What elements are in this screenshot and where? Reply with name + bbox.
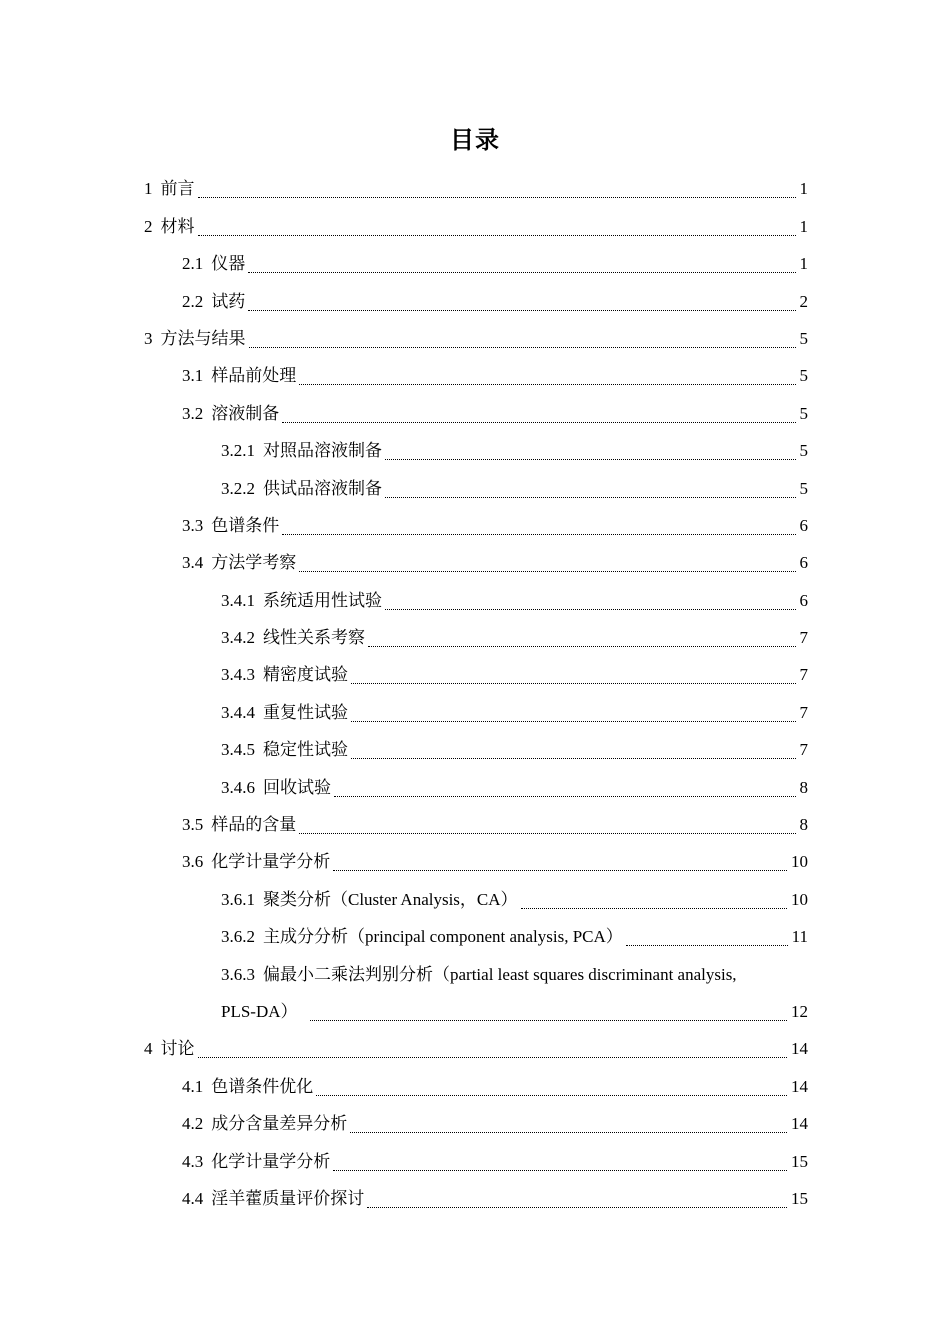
toc-number: 3.2.1 xyxy=(221,441,255,461)
toc-entry-3-6-3-continued[interactable] xyxy=(144,989,808,1026)
toc-number: 2 xyxy=(144,216,153,236)
toc-entry-3[interactable] xyxy=(144,316,808,353)
toc-entry-3-4-6[interactable] xyxy=(144,764,808,801)
dot-leader xyxy=(521,908,787,909)
toc-page-number: 5 xyxy=(799,366,808,386)
toc-page-number: 5 xyxy=(799,441,808,461)
toc-entry-2[interactable] xyxy=(144,203,808,240)
toc-label: 精密度试验 xyxy=(263,665,348,685)
toc-number: 3.5 xyxy=(182,815,204,835)
toc-label: 化学计量学分析 xyxy=(211,1151,331,1171)
dot-leader xyxy=(282,534,795,535)
toc-label: 重复性试验 xyxy=(263,702,348,722)
toc-label: 成分含量差异分析 xyxy=(211,1114,348,1134)
toc-label: 色谱条件优化 xyxy=(211,1076,314,1096)
toc-number: 1 xyxy=(144,179,153,199)
toc-page-number: 11 xyxy=(791,927,808,947)
toc-label: PLS-DA） xyxy=(221,1001,298,1021)
toc-number: 3.6.1 xyxy=(221,889,255,909)
toc-label: 稳定性试验 xyxy=(263,740,348,760)
toc-label: 讨论 xyxy=(160,1039,195,1059)
toc-entry-3-3[interactable] xyxy=(144,503,808,540)
page-title: 目录 xyxy=(450,126,500,154)
toc-number: 3.1 xyxy=(182,366,204,386)
toc-page-number: 8 xyxy=(799,777,808,797)
dot-leader xyxy=(316,1095,787,1096)
dot-leader xyxy=(333,1170,787,1171)
toc-entry-3-6-3[interactable] xyxy=(144,951,808,988)
dot-leader xyxy=(351,721,796,722)
toc-entry-3-4-5[interactable] xyxy=(144,727,808,764)
toc-page-number: 10 xyxy=(791,889,808,909)
dot-leader xyxy=(367,1207,787,1208)
toc-number: 3.4.1 xyxy=(221,590,255,610)
toc-number: 3.4 xyxy=(182,553,204,573)
toc-number: 4.1 xyxy=(182,1076,204,1096)
dot-leader xyxy=(333,870,787,871)
toc-entry-3-2[interactable] xyxy=(144,390,808,427)
dot-leader xyxy=(310,1020,787,1021)
toc-entry-4-4[interactable] xyxy=(144,1176,808,1213)
dot-leader xyxy=(385,497,796,498)
toc-label: 主成分分析（principal component analysis, PCA） xyxy=(263,927,623,947)
toc-page-number: 2 xyxy=(799,291,808,311)
dot-leader xyxy=(282,422,795,423)
toc-page-number: 14 xyxy=(791,1076,808,1096)
dot-leader xyxy=(351,758,796,759)
dot-leader xyxy=(385,459,796,460)
toc-number: 3.6 xyxy=(182,852,204,872)
toc-label: 化学计量学分析 xyxy=(211,852,331,872)
toc-entry-4-1[interactable] xyxy=(144,1063,808,1100)
toc-page-number: 15 xyxy=(791,1151,808,1171)
toc-label: 线性关系考察 xyxy=(263,628,365,648)
toc-entry-3-4[interactable] xyxy=(144,540,808,577)
toc-entry-4-2[interactable] xyxy=(144,1101,808,1138)
toc-number: 3.4.3 xyxy=(221,665,255,685)
toc-entry-3-6-1[interactable] xyxy=(144,876,808,913)
toc-number: 3.2 xyxy=(182,403,204,423)
toc-number: 4.4 xyxy=(182,1188,204,1208)
dot-leader xyxy=(385,609,796,610)
toc-page-number: 5 xyxy=(799,328,808,348)
toc-number: 3.6.3 xyxy=(221,964,255,984)
toc-entry-3-4-4[interactable] xyxy=(144,689,808,726)
dot-leader xyxy=(249,347,796,348)
toc-number: 3 xyxy=(144,328,153,348)
toc-page-number: 6 xyxy=(799,515,808,535)
toc-number: 3.4.4 xyxy=(221,702,255,722)
toc-label: 系统适用性试验 xyxy=(263,590,382,610)
toc-label: 溶液制备 xyxy=(211,403,280,423)
toc-label: 偏最小二乘法判别分析（partial least squares discriminant analysis, xyxy=(263,964,737,984)
toc-label: 方法与结果 xyxy=(160,328,246,348)
toc-label: 供试品溶液制备 xyxy=(263,478,382,498)
toc-label: 淫羊藿质量评价探讨 xyxy=(211,1188,365,1208)
toc-page-number: 10 xyxy=(791,852,808,872)
toc-number: 4 xyxy=(144,1039,153,1059)
toc-entry-4[interactable] xyxy=(144,1026,808,1063)
toc-number: 4.2 xyxy=(182,1114,204,1134)
toc-number: 3.6.2 xyxy=(221,927,255,947)
toc-number: 2.2 xyxy=(182,291,204,311)
toc-page-number: 14 xyxy=(791,1039,808,1059)
toc-entry-3-1[interactable] xyxy=(144,353,808,390)
table-of-contents xyxy=(144,166,808,1213)
toc-label: 方法学考察 xyxy=(211,553,297,573)
toc-page-number: 1 xyxy=(799,216,808,236)
dot-leader xyxy=(248,310,795,311)
toc-page-number: 6 xyxy=(799,590,808,610)
toc-entry-3-4-3[interactable] xyxy=(144,652,808,689)
toc-entry-2-2[interactable] xyxy=(144,278,808,315)
toc-entry-3-4-1[interactable] xyxy=(144,577,808,614)
toc-entry-3-6-2[interactable] xyxy=(144,914,808,951)
toc-page-number: 12 xyxy=(791,1001,808,1021)
toc-number: 3.2.2 xyxy=(221,478,255,498)
toc-page-number: 14 xyxy=(791,1114,808,1134)
toc-label: 回收试验 xyxy=(263,777,331,797)
toc-page-number: 1 xyxy=(799,254,808,274)
dot-leader xyxy=(248,272,795,273)
dot-leader xyxy=(299,384,795,385)
dot-leader xyxy=(350,1132,787,1133)
dot-leader xyxy=(351,683,796,684)
dot-leader xyxy=(368,646,796,647)
toc-label: 前言 xyxy=(160,179,195,199)
toc-number: 3.4.6 xyxy=(221,777,255,797)
toc-page-number: 6 xyxy=(799,553,808,573)
toc-label: 仪器 xyxy=(211,254,246,274)
toc-entry-3-2-1[interactable] xyxy=(144,428,808,465)
dot-leader xyxy=(626,945,788,946)
toc-page-number: 8 xyxy=(799,815,808,835)
toc-label: 样品的含量 xyxy=(211,815,297,835)
toc-label: 样品前处理 xyxy=(211,366,297,386)
dot-leader xyxy=(198,235,796,236)
toc-label: 材料 xyxy=(160,216,195,236)
toc-entry-3-2-2[interactable] xyxy=(144,465,808,502)
toc-entry-4-3[interactable] xyxy=(144,1138,808,1175)
toc-number: 3.3 xyxy=(182,515,204,535)
dot-leader xyxy=(198,1057,788,1058)
toc-label: 色谱条件 xyxy=(211,515,280,535)
dot-leader xyxy=(334,796,796,797)
toc-page-number: 7 xyxy=(799,740,808,760)
toc-page-number: 7 xyxy=(799,665,808,685)
toc-page-number: 5 xyxy=(799,478,808,498)
dot-leader xyxy=(299,833,795,834)
toc-page-number: 7 xyxy=(799,628,808,648)
toc-label: 对照品溶液制备 xyxy=(263,441,382,461)
toc-number: 3.4.5 xyxy=(221,740,255,760)
toc-entry-3-5[interactable] xyxy=(144,802,808,839)
toc-entry-2-1[interactable] xyxy=(144,241,808,278)
dot-leader xyxy=(299,571,795,572)
toc-number: 4.3 xyxy=(182,1151,204,1171)
toc-number: 2.1 xyxy=(182,254,204,274)
toc-entry-3-6[interactable] xyxy=(144,839,808,876)
toc-page-number: 15 xyxy=(791,1188,808,1208)
dot-leader xyxy=(198,197,796,198)
toc-number: 3.4.2 xyxy=(221,628,255,648)
toc-page-number: 5 xyxy=(799,403,808,423)
toc-label: 试药 xyxy=(211,291,246,311)
toc-label: 聚类分析（Cluster Analysis，CA） xyxy=(263,889,518,909)
toc-page-number: 1 xyxy=(799,179,808,199)
toc-entry-1[interactable] xyxy=(144,166,808,203)
toc-entry-3-4-2[interactable] xyxy=(144,615,808,652)
toc-page-number: 7 xyxy=(799,702,808,722)
